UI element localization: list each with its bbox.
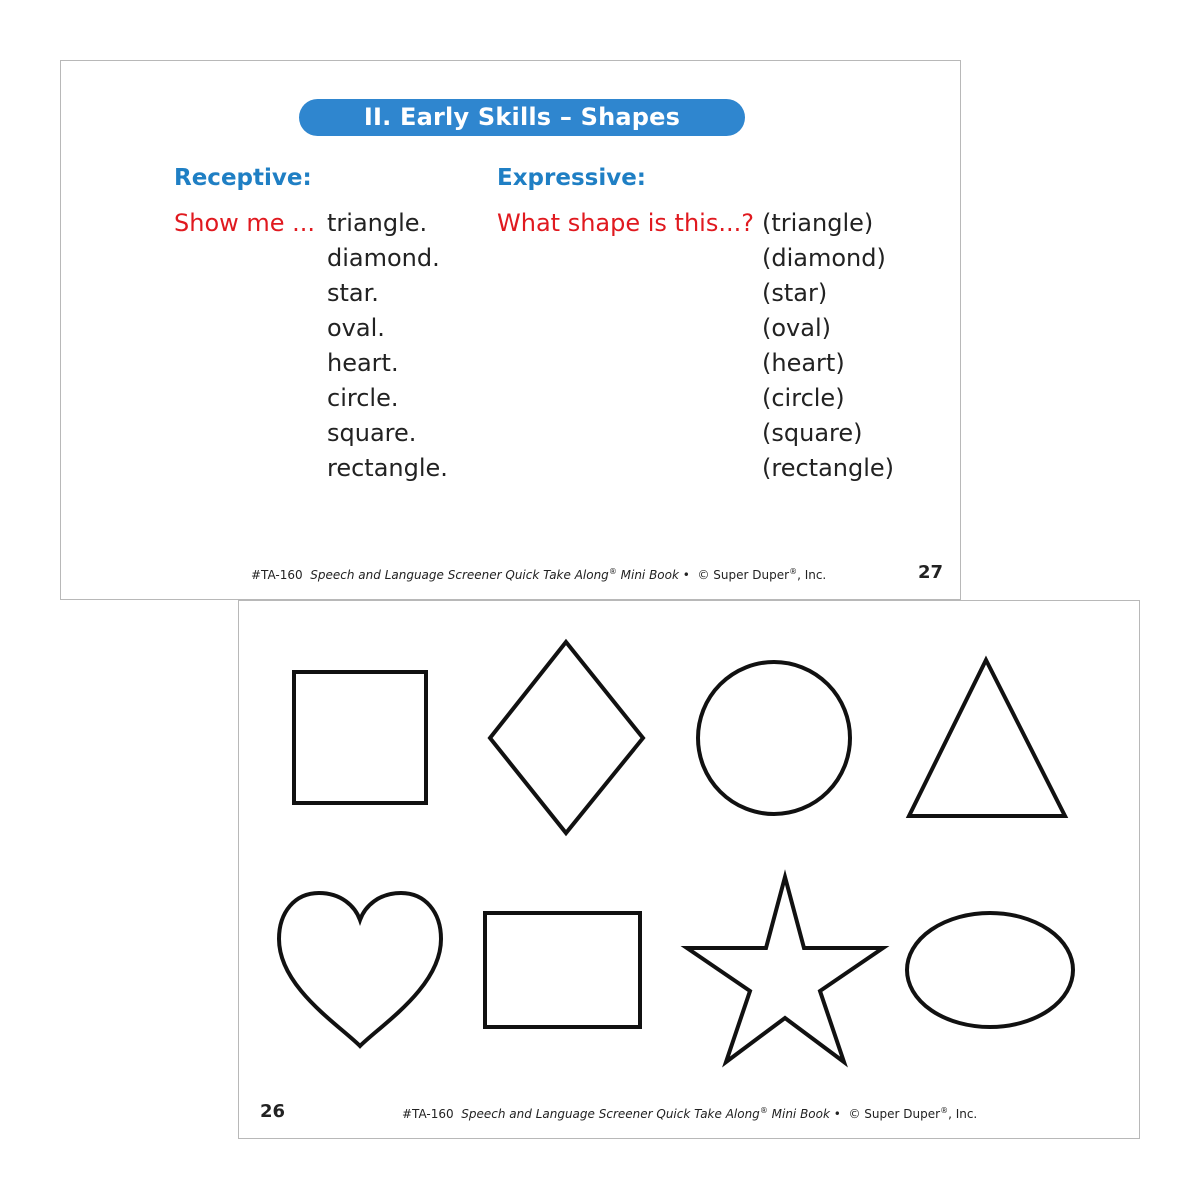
expressive-answer-list — [762, 209, 894, 489]
triangle-shape — [909, 660, 1065, 816]
footer-code: #TA-160 — [251, 568, 303, 582]
expressive-heading: Expressive: — [497, 165, 647, 191]
page-number: 26 — [260, 1101, 286, 1122]
diamond-shape — [490, 642, 643, 833]
expressive-item: (rectangle) — [762, 454, 895, 482]
receptive-item: heart. — [327, 349, 399, 377]
footer-copyright: © Super Duper — [848, 1107, 941, 1121]
receptive-item: diamond. — [327, 244, 440, 272]
page-footer — [402, 1106, 977, 1121]
expressive-item: (circle) — [762, 384, 845, 412]
registered-mark: ® — [940, 1106, 949, 1115]
footer-book-title: Speech and Language Screener Quick Take Along — [310, 568, 609, 582]
receptive-item: circle. — [327, 384, 399, 412]
registered-mark: ® — [759, 1106, 768, 1115]
receptive-item: oval. — [327, 314, 385, 342]
expressive-item: (star) — [762, 279, 828, 307]
expressive-item: (triangle) — [762, 209, 874, 237]
footer-copyright: © Super Duper — [697, 568, 790, 582]
footer-code: #TA-160 — [402, 1107, 454, 1121]
receptive-prompt: Show me ... — [174, 209, 316, 237]
receptive-item: triangle. — [327, 209, 428, 237]
page-number: 27 — [918, 562, 944, 583]
footer-bullet: • — [682, 568, 690, 582]
receptive-word-list — [327, 209, 448, 489]
expressive-item: (diamond) — [762, 244, 886, 272]
receptive-item: rectangle. — [327, 454, 448, 482]
receptive-heading: Receptive: — [174, 165, 312, 191]
registered-mark: ® — [789, 567, 798, 576]
expressive-item: (oval) — [762, 314, 831, 342]
circle-shape — [698, 662, 850, 814]
page-footer — [251, 567, 826, 582]
receptive-item: star. — [327, 279, 379, 307]
footer-company-suffix: , Inc. — [797, 568, 827, 582]
footer-book-title: Speech and Language Screener Quick Take Along — [461, 1107, 760, 1121]
expressive-item: (heart) — [762, 349, 845, 377]
registered-mark: ® — [608, 567, 617, 576]
expressive-item: (square) — [762, 419, 863, 447]
shapes-illustration — [239, 601, 1138, 1137]
page-27 — [60, 60, 961, 600]
expressive-prompt: What shape is this...? — [497, 209, 754, 237]
oval-shape — [907, 913, 1073, 1027]
square-shape — [294, 672, 426, 803]
heart-shape — [279, 893, 441, 1046]
rectangle-shape — [485, 913, 640, 1027]
star-shape — [687, 877, 883, 1062]
footer-book-suffix: Mini Book — [767, 1107, 830, 1121]
page-26 — [238, 600, 1140, 1139]
section-title: II. Early Skills – Shapes — [299, 99, 745, 136]
footer-bullet: • — [833, 1107, 841, 1121]
footer-book-suffix: Mini Book — [616, 568, 679, 582]
receptive-item: square. — [327, 419, 417, 447]
footer-company-suffix: , Inc. — [948, 1107, 978, 1121]
